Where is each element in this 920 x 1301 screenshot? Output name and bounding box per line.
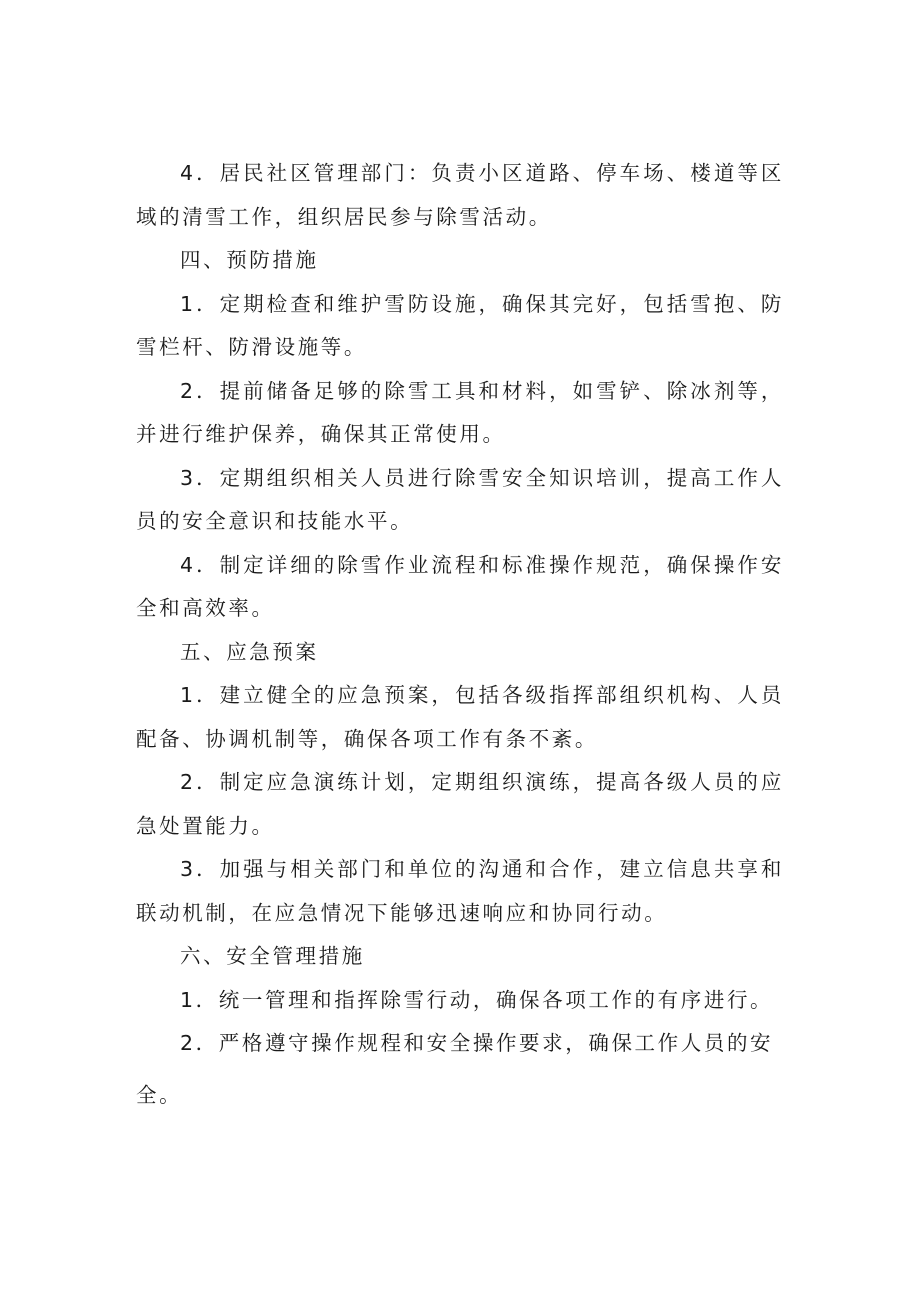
section-heading-emergency-plan: 五、应急预案 — [180, 639, 319, 664]
paragraph-emergency-3: 3．加强与相关部门和单位的沟通和合作，建立信息共享和联动机制，在应急情况下能够迅速响应和协同行动。 — [136, 857, 784, 925]
section-heading-safety-management: 六、安全管理措施 — [180, 944, 365, 968]
paragraph-community-dept: 4．居民社区管理部门：负责小区道路、停车场、楼道等区域的清雪工作，组织居民参与除雪活动。 — [136, 161, 784, 229]
paragraph-prevention-3: 3．定期组织相关人员进行除雪安全知识培训，提高工作人员的安全意识和技能水平。 — [136, 465, 784, 533]
paragraph-emergency-1: 1．建立健全的应急预案，包括各级指挥部组织机构、人员配备、协调机制等，确保各项工作有条不紊。 — [136, 683, 784, 751]
paragraph-prevention-4: 4．制定详细的除雪作业流程和标准操作规范，确保操作安全和高效率。 — [136, 552, 784, 620]
document-body — [136, 152, 784, 1117]
paragraph-safety-2: 2．严格遵守操作规程和安全操作要求，确保工作人员的安 — [180, 1031, 774, 1055]
paragraph-emergency-2: 2．制定应急演练计划，定期组织演练，提高各级人员的应急处置能力。 — [136, 770, 784, 838]
section-heading-prevention: 四、预防措施 — [180, 248, 319, 272]
paragraph-safety-2-tail: 全。 — [136, 1082, 183, 1107]
paragraph-prevention-2: 2．提前储备足够的除雪工具和材料，如雪铲、除冰剂等，并进行维护保养，确保其正常使用。 — [136, 378, 784, 446]
paragraph-prevention-1: 1．定期检查和维护雪防设施，确保其完好，包括雪抱、防雪栏杆、防滑设施等。 — [136, 291, 784, 359]
paragraph-safety-1: 1．统一管理和指挥除雪行动，确保各项工作的有序进行。 — [180, 987, 774, 1012]
